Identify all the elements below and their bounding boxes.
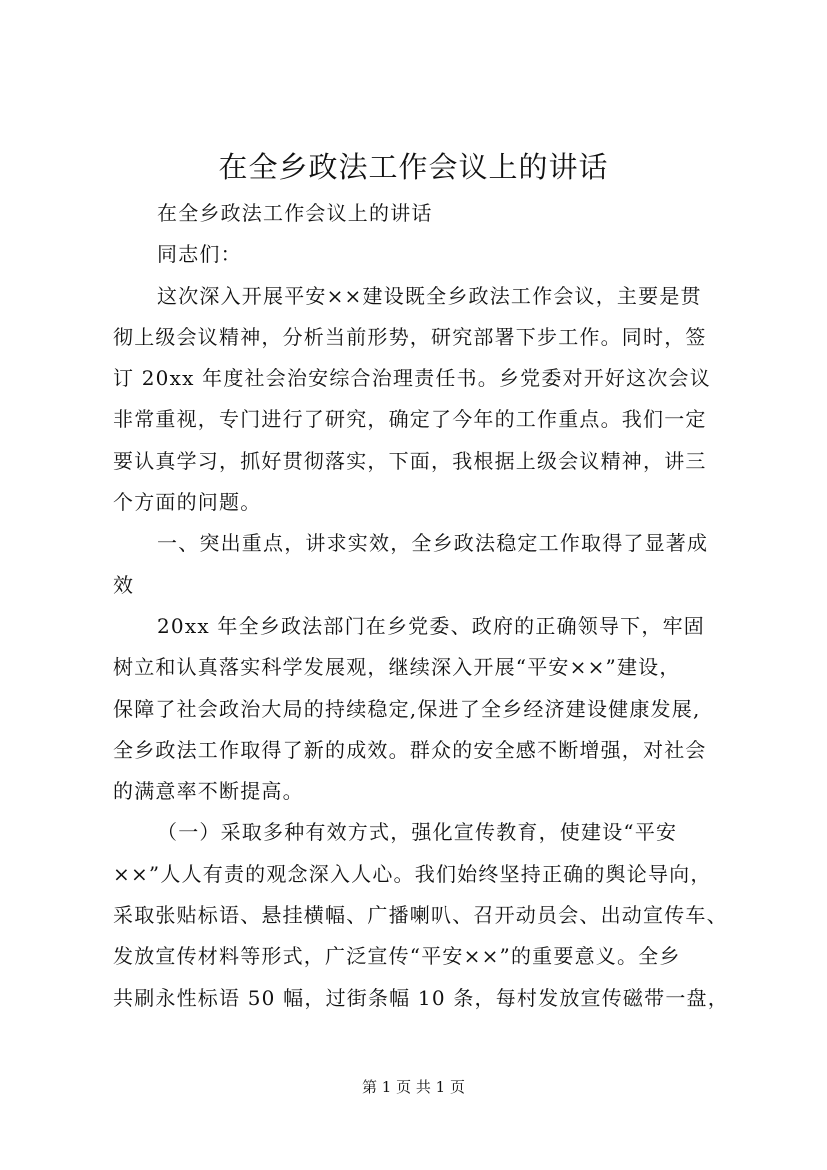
text-line: 一、突出重点，讲求实效，全乡政法稳定工作取得了显著成 <box>157 531 709 556</box>
text-line: 要认真学习，抓好贯彻落实，下面，我根据上级会议精神，讲三 <box>113 448 707 473</box>
text-line: 这次深入开展平安××建设既全乡政法工作会议，主要是贯 <box>157 283 702 308</box>
text-line: 个方面的问题。 <box>113 490 262 515</box>
text-line: 订 20xx 年度社会治安综合治理责任书。乡党委对开好这次会议 <box>113 366 711 391</box>
page-footer: 第 1 页 共 1 页 <box>362 1078 465 1096</box>
text-line: 共刷永性标语 50 幅，过街条幅 10 条，每村发放宣传磁带一盘， <box>113 985 729 1010</box>
document-title: 在全乡政法工作会议上的讲话 <box>218 150 609 184</box>
text-line: 非常重视，专门进行了研究，确定了今年的工作重点。我们一定 <box>113 407 707 432</box>
text-line: （一）采取多种有效方式，强化宣传教育，使建设“平安 <box>157 820 678 845</box>
text-line: 树立和认真落实科学发展观，继续深入开展“平安××”建设， <box>113 655 681 680</box>
text-line: 20xx 年全乡政法部门在乡党委、政府的正确领导下，牢固 <box>157 613 705 638</box>
text-line: 发放宣传材料等形式，广泛宣传“平安××”的重要意义。全乡 <box>113 944 681 969</box>
text-line: 的满意率不断提高。 <box>113 779 304 804</box>
text-line: 效 <box>113 572 135 597</box>
text-line: 采取张贴标语、悬挂横幅、广播喇叭、召开动员会、出动宣传车、 <box>113 903 728 928</box>
text-line: 保障了社会政治大局的持续稳定,保进了全乡经济建设健康发展, <box>113 696 701 721</box>
text-line: ××”人人有责的观念深入人心。我们始终坚持正确的舆论导向， <box>113 861 712 886</box>
text-line: 同志们： <box>157 242 242 267</box>
text-line: 在全乡政法工作会议上的讲话 <box>157 201 433 225</box>
document-body <box>113 193 735 1019</box>
text-line: 全乡政法工作取得了新的成效。群众的安全感不断增强，对社会 <box>113 737 707 762</box>
text-line: 彻上级会议精神，分析当前形势，研究部署下步工作。同时，签 <box>113 324 707 349</box>
